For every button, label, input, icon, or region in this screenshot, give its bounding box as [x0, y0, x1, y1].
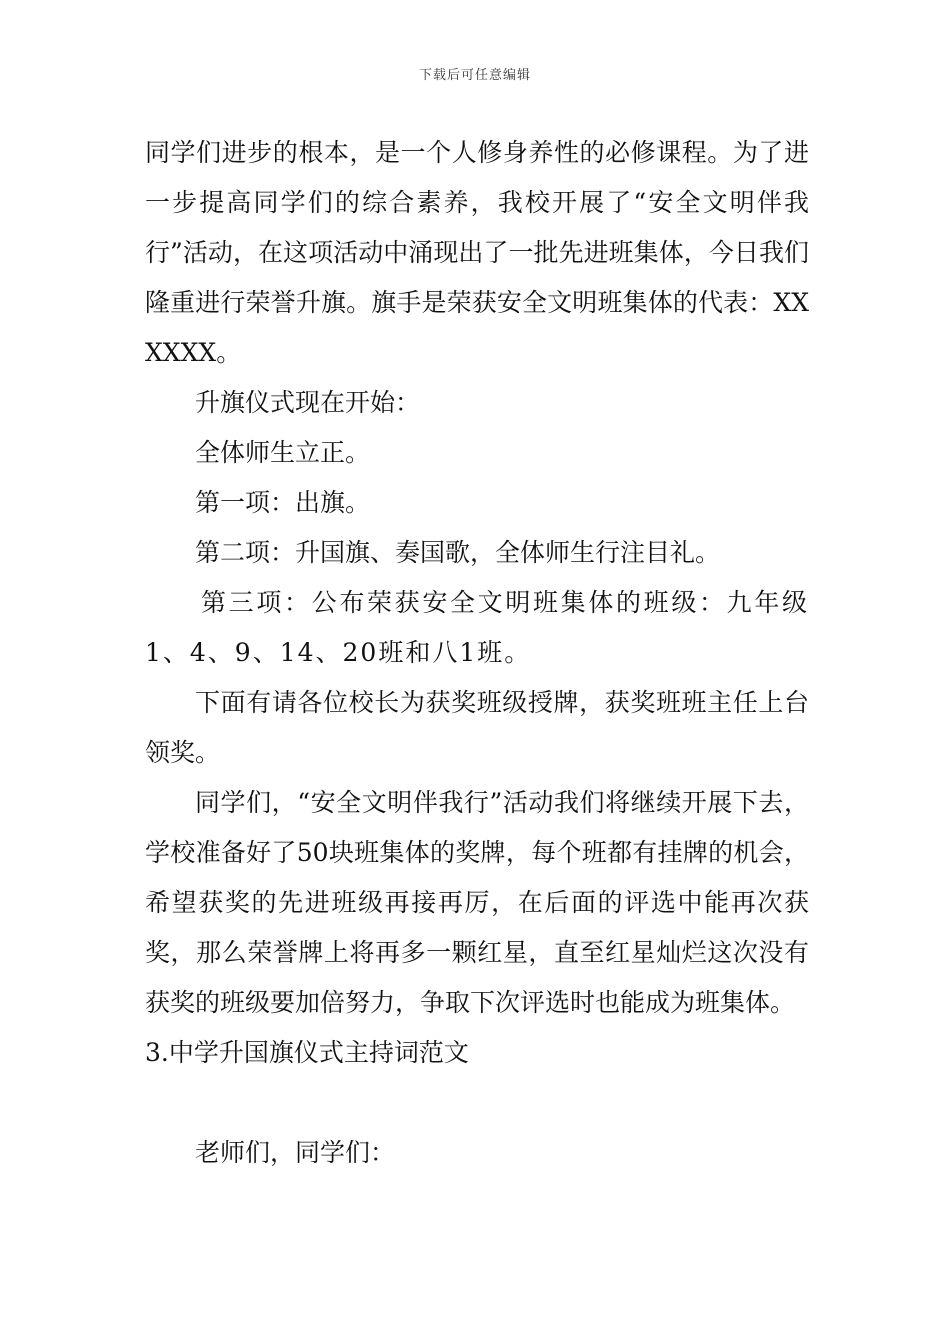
blank-line	[145, 1078, 809, 1128]
paragraph-item-three: 第三项：公布荣获安全文明班集体的班级：九年级1、4、9、14、20班和八1班。	[145, 588, 809, 667]
paragraph-intro: 同学们进步的根本，是一个人修身养性的必修课程。为了进一步提高同学们的综合素养，我校开展了“安全文明伴我行”活动，在这项活动中涌现出了一批先进班集体，今日我们隆重进行荣誉升旗。旗手是荣获安全文明班集体的代表：XXXXXX。	[145, 138, 809, 367]
paragraph-ceremony-start: 升旗仪式现在开始：	[195, 388, 421, 417]
section-heading: 3.中学升国旗仪式主持词范文	[145, 1038, 469, 1067]
paragraph-award: 下面有请各位校长为获奖班级授牌，获奖班班主任上台领奖。	[145, 688, 809, 767]
paragraph-item-one: 第一项：出旗。	[195, 488, 371, 517]
page-header: 下载后可任意编辑	[418, 68, 531, 83]
paragraph-greeting: 老师们，同学们：	[195, 1138, 396, 1167]
paragraph-attention: 全体师生立正。	[195, 438, 371, 467]
document-body	[145, 128, 809, 1178]
paragraph-item-two: 第二项：升国旗、奏国歌，全体师生行注目礼。	[195, 538, 721, 567]
paragraph-closing: 同学们，“安全文明伴我行”活动我们将继续开展下去，学校准备好了50块班集体的奖牌，每个班都有挂牌的机会，希望获奖的先进班级再接再厉，在后面的评选中能再次获奖，那么荣誉牌上将再多一颗红星，直至红星灿烂这次没有获奖的班级要加倍努力，争取下次评选时也能成为班集体。	[145, 788, 809, 1017]
